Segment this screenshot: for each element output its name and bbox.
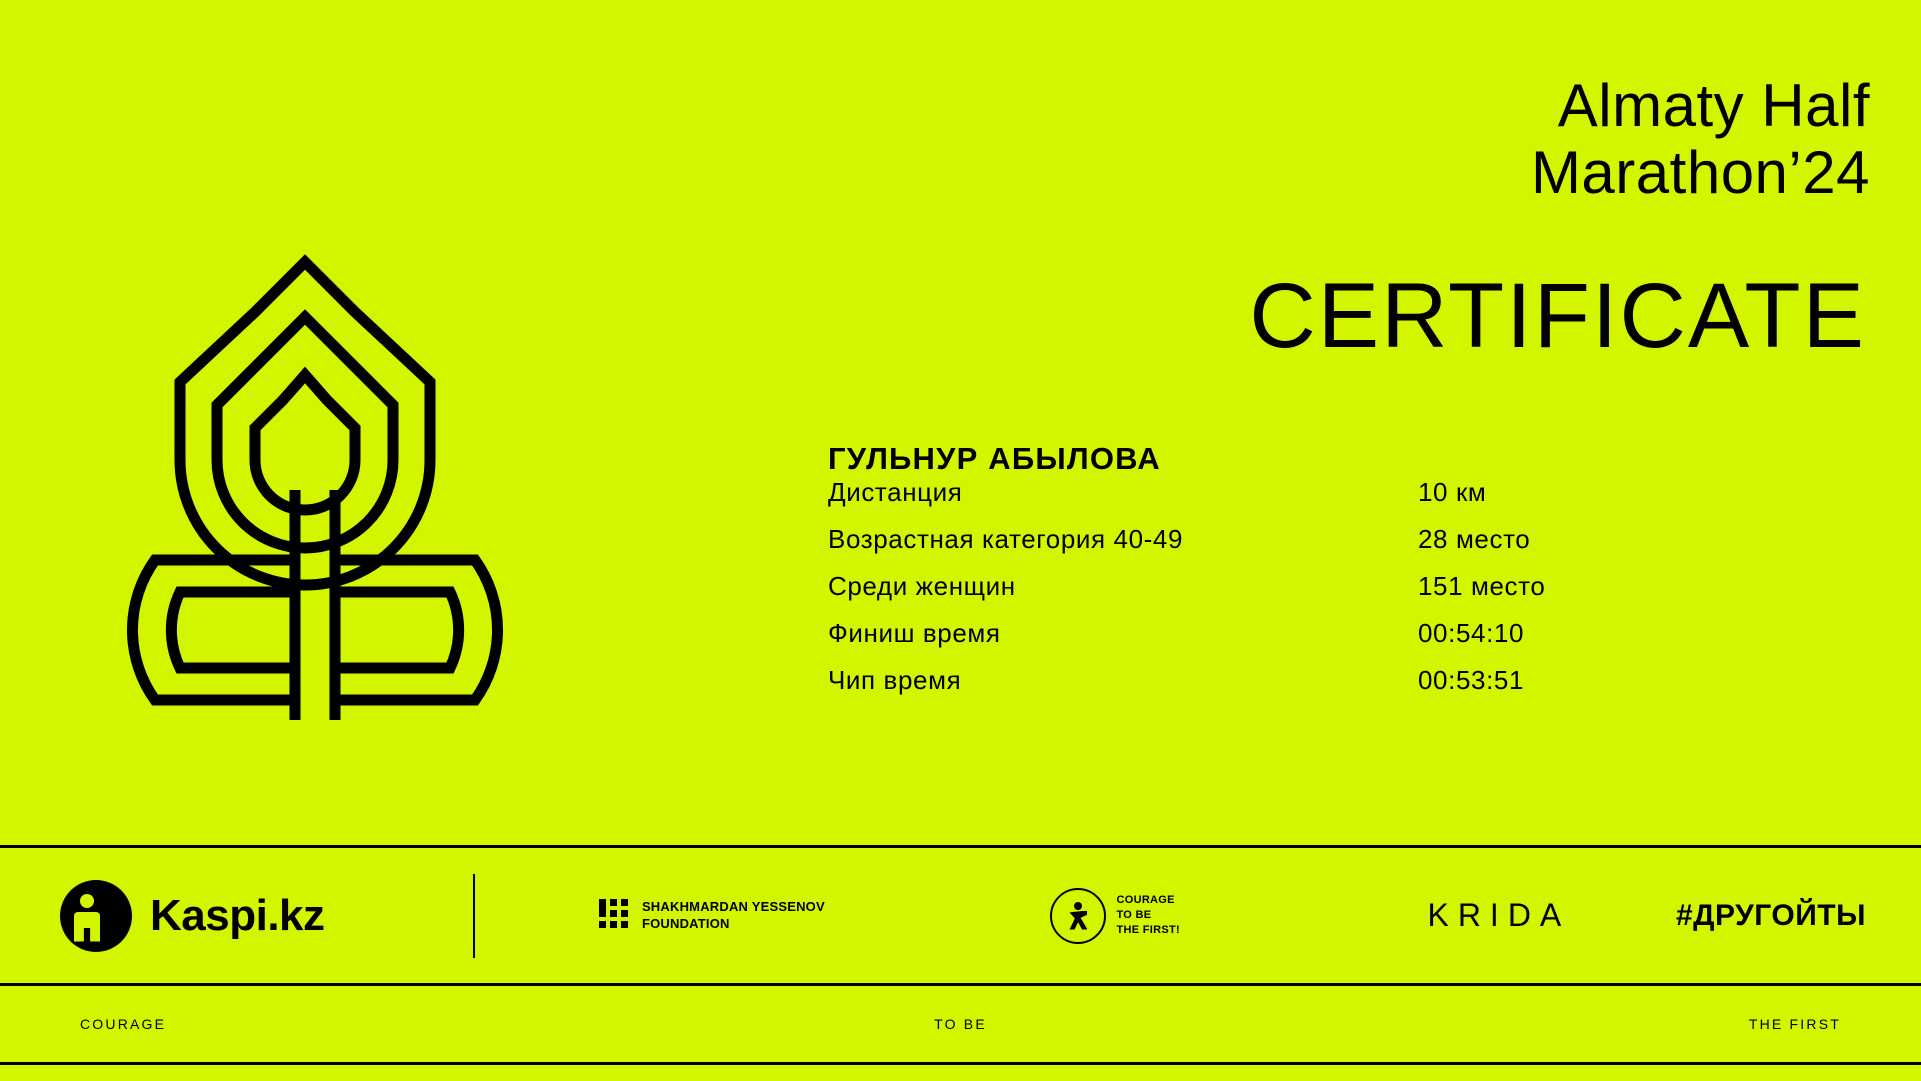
result-value: 00:54:10: [1418, 618, 1525, 649]
tagline-left: COURAGE: [80, 1016, 167, 1032]
result-label: Возрастная категория 40-49: [828, 524, 1184, 555]
sponsor-kaspi-label: Kaspi.kz: [150, 890, 325, 940]
tulip-logo-icon: [55, 160, 575, 730]
result-label: Финиш время: [828, 618, 1001, 649]
result-value: 10 км: [1418, 477, 1487, 508]
sponsor-corporate-line1: COURAGE: [1116, 894, 1175, 907]
result-label: Дистанция: [828, 477, 963, 508]
sponsor-drugoity: #ДРУГОЙТЫ: [1675, 898, 1866, 932]
sponsor-yessenov-line1: SHAKHMARDAN YESSENOV: [641, 898, 825, 914]
corporate-fund-logo-icon: [1050, 888, 1106, 944]
kaspi-logo-icon: [60, 880, 132, 952]
sponsor-kaspi: [0, 848, 473, 983]
sponsor-corporate-fund: [909, 848, 1322, 983]
event-title-line1: Almaty Half: [1557, 72, 1870, 139]
tagline-bar: [0, 986, 1921, 1062]
result-value: 28 место: [1418, 524, 1531, 555]
tagline-middle: TO BE: [934, 1016, 987, 1032]
yessenov-logo-icon: [599, 899, 628, 928]
event-title-line2: Marathon’24: [1530, 139, 1870, 207]
table-row: [800, 477, 1870, 524]
table-row: [800, 665, 1870, 712]
sponsor-corporate-line3: THE FIRST!: [1116, 923, 1180, 936]
sponsor-yessenov: [515, 848, 908, 983]
sponsor-yessenov-line2: FOUNDATION: [641, 915, 730, 931]
result-label: Чип время: [828, 665, 962, 696]
tagline-right: THE FIRST: [1748, 1016, 1841, 1032]
sponsor-krida: KRIDA: [1427, 897, 1571, 933]
certificate-details: [800, 0, 1870, 845]
sponsor-corporate-line2: TO BE: [1116, 909, 1152, 922]
result-label: Среди женщин: [828, 571, 1016, 602]
divider-bottom: [0, 1062, 1921, 1065]
event-title: [800, 0, 1870, 206]
sponsor-corporate-label: [1116, 893, 1180, 938]
table-row: [800, 524, 1870, 571]
athlete-name: ГУЛЬНУР АБЫЛОВА: [828, 441, 1161, 477]
result-value: 151 место: [1418, 571, 1546, 602]
sponsor-divider: [473, 874, 475, 958]
table-row: [800, 618, 1870, 665]
sponsor-yessenov-label: [642, 899, 825, 933]
results-table: [800, 477, 1870, 712]
table-row: [800, 571, 1870, 618]
sponsor-bar: [0, 848, 1921, 983]
result-value: 00:53:51: [1418, 665, 1525, 696]
document-type-heading: CERTIFICATE: [1249, 265, 1866, 368]
